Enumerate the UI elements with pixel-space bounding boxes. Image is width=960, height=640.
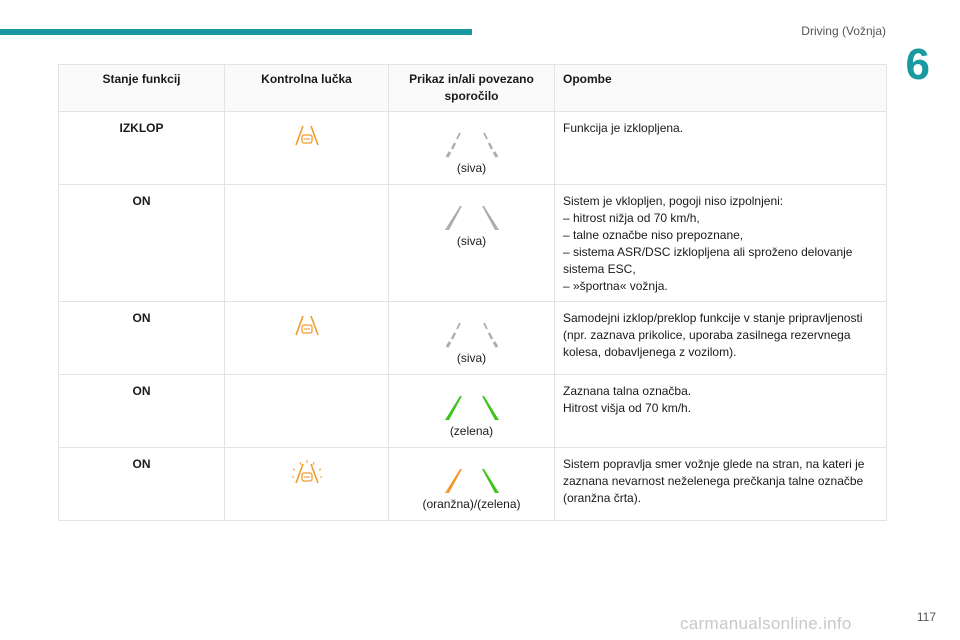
display-caption: (siva) — [456, 351, 487, 365]
note-text: Zaznana talna označba. — [563, 384, 692, 398]
display-caption: (zelena) — [449, 424, 494, 438]
header-accent-bar — [0, 29, 472, 35]
lane-warning-flashing-orange-icon — [291, 460, 323, 486]
lane-assist-status-table — [58, 64, 887, 521]
note-text: Funkcija je izklopljena. — [563, 121, 684, 135]
table-row — [59, 112, 887, 185]
lane-markings-orange-green-icon — [440, 468, 504, 494]
display-cell — [389, 448, 555, 521]
lane-markings-green-icon — [440, 395, 504, 421]
table-row — [59, 375, 887, 448]
lane-markings-solid-grey-icon — [440, 205, 504, 231]
header-status: Stanje funkcij — [59, 65, 225, 112]
lane-markings-dashed-grey-icon — [440, 132, 504, 158]
watermark-text: carmanualsonline.info — [680, 614, 852, 633]
note-text: Sistem je vklopljen, pogoji niso izpolnjeni: — [563, 194, 784, 208]
note-text: – talne označbe niso prepoznane, — [563, 228, 744, 242]
notes-cell — [555, 185, 887, 302]
status-cell: ON — [59, 375, 225, 448]
note-text: – sistema ASR/DSC izklopljena ali sproženo delovanje sistema ESC, — [563, 245, 853, 276]
display-caption: (siva) — [456, 234, 487, 248]
notes-cell — [555, 112, 887, 185]
lamp-cell — [225, 375, 389, 448]
section-title: Driving (Vožnja) — [801, 24, 886, 38]
header-notes: Opombe — [555, 65, 887, 112]
status-cell: IZKLOP — [59, 112, 225, 185]
status-cell: ON — [59, 185, 225, 302]
lane-warning-orange-icon — [293, 124, 321, 148]
table-row — [59, 302, 887, 375]
display-cell — [389, 185, 555, 302]
note-text: – hitrost nižja od 70 km/h, — [563, 211, 700, 225]
note-text: Hitrost višja od 70 km/h. — [563, 401, 692, 415]
table-row — [59, 448, 887, 521]
lane-warning-orange-icon — [293, 314, 321, 338]
lamp-cell — [225, 185, 389, 302]
notes-cell — [555, 302, 887, 375]
header-lamp: Kontrolna lučka — [225, 65, 389, 112]
lane-markings-dashed-grey-icon — [440, 322, 504, 348]
note-text: Samodejni izklop/preklop funkcije v stanje pripravljenosti (npr. zaznava prikolice, uporaba zasilnega rezervnega kolesa, dobavljenega z vozilom). — [563, 311, 863, 359]
chapter-number: 6 — [905, 40, 930, 89]
display-caption: (siva) — [456, 161, 487, 175]
lamp-cell — [225, 112, 389, 185]
lamp-cell — [225, 448, 389, 521]
notes-cell — [555, 448, 887, 521]
page-number: 117 — [916, 610, 936, 624]
table-header-row — [59, 65, 887, 112]
status-cell: ON — [59, 448, 225, 521]
display-cell — [389, 302, 555, 375]
header-display: Prikaz in/ali povezano sporočilo — [389, 65, 555, 112]
display-cell — [389, 112, 555, 185]
display-caption: (oranžna)/(zelena) — [422, 497, 521, 511]
note-text: Sistem popravlja smer vožnje glede na stran, na kateri je zaznana nevarnost neželenega prečkanja talne označbe (oranžna črta). — [563, 457, 865, 505]
notes-cell — [555, 375, 887, 448]
status-cell: ON — [59, 302, 225, 375]
display-cell — [389, 375, 555, 448]
lamp-cell — [225, 302, 389, 375]
note-text: – »športna« vožnja. — [563, 279, 668, 293]
table-row — [59, 185, 887, 302]
